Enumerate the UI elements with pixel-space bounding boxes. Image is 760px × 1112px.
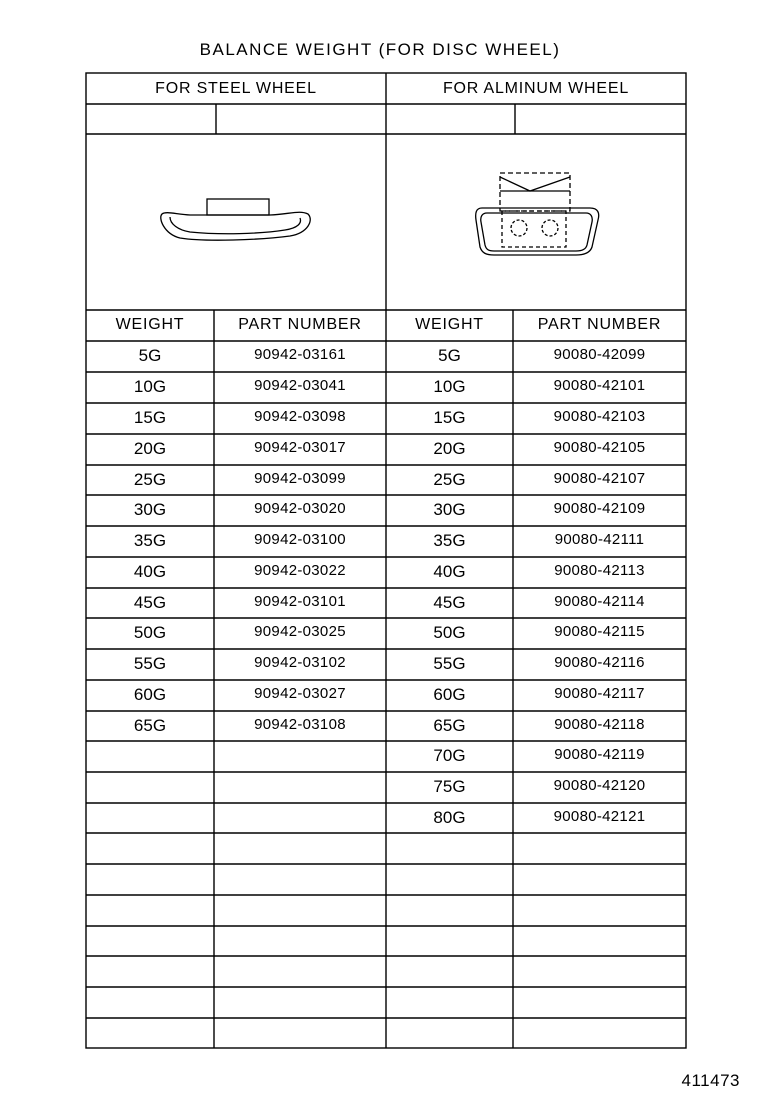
steel-part-number-cell: 90942-03041 xyxy=(254,377,346,394)
aluminum-part-number-cell: 90080-42121 xyxy=(553,808,646,825)
aluminum-part-number-cell: 90080-42118 xyxy=(554,716,645,733)
steel-weight-cell: 5G xyxy=(138,346,162,365)
aluminum-weight-cell: 30G xyxy=(433,500,466,519)
aluminum-part-number-cell: 90080-42120 xyxy=(553,777,646,794)
steel-part-number-cell: 90942-03020 xyxy=(254,500,346,517)
aluminum-weight-cell: 65G xyxy=(433,716,466,735)
steel-part-number-cell: 90942-03017 xyxy=(254,439,346,456)
aluminum-part-number-cell: 90080-42105 xyxy=(553,439,646,456)
steel-part-number-cell: 90942-03101 xyxy=(254,593,346,610)
aluminum-weight-cell: 50G xyxy=(433,623,466,642)
aluminum-weight-cell: 55G xyxy=(433,654,466,673)
aluminum-weight-cell: 15G xyxy=(433,408,466,427)
steel-part-number-cell: 90942-03108 xyxy=(254,716,346,733)
steel-weight-cell: 15G xyxy=(133,408,167,427)
steel-part-number-cell: 90942-03102 xyxy=(254,654,346,671)
aluminum-weight-cell: 40G xyxy=(433,562,466,581)
aluminum-weight-cell: 5G xyxy=(438,346,461,365)
aluminum-part-number-cell: 90080-42113 xyxy=(554,562,645,579)
steel-weight-cell: 40G xyxy=(133,562,167,581)
steel-weight-cell: 25G xyxy=(133,470,167,489)
aluminum-part-number-cell: 90080-42115 xyxy=(554,623,645,640)
document-id: 411473 xyxy=(681,1071,740,1090)
steel-part-number-cell: 90942-03022 xyxy=(254,562,346,579)
aluminum-wheel-weight-illustration xyxy=(470,165,610,265)
aluminum-weight-cell: 35G xyxy=(433,531,466,550)
steel-weight-cell: 20G xyxy=(133,439,167,458)
aluminum-weight-cell: 20G xyxy=(433,439,466,458)
steel-part-number-cell: 90942-03099 xyxy=(254,470,346,487)
steel-weight-cell: 60G xyxy=(133,685,167,704)
steel-weight-cell: 30G xyxy=(133,500,167,519)
aluminum-part-number-cell: 90080-42103 xyxy=(553,408,646,425)
aluminum-weight-cell: 70G xyxy=(433,746,466,765)
steel-part-number-cell: 90942-03027 xyxy=(254,685,346,702)
steel-weight-cell: 55G xyxy=(133,654,167,673)
aluminum-part-number-cell: 90080-42099 xyxy=(553,346,646,363)
steel-part-number-cell: 90942-03098 xyxy=(254,408,346,425)
aluminum-part-number-cell: 90080-42117 xyxy=(554,685,645,702)
steel-part-number-cell: 90942-03161 xyxy=(254,346,346,363)
aluminum-part-header: PART NUMBER xyxy=(537,316,662,333)
aluminum-weight-header: WEIGHT xyxy=(415,316,484,333)
steel-wheel-heading: FOR STEEL WHEEL xyxy=(155,80,317,97)
steel-part-number-cell: 90942-03025 xyxy=(254,623,346,640)
aluminum-part-number-cell: 90080-42101 xyxy=(553,377,646,394)
steel-part-header: PART NUMBER xyxy=(238,316,362,333)
aluminum-weight-cell: 10G xyxy=(433,377,466,396)
steel-weight-cell: 10G xyxy=(133,377,167,396)
aluminum-weight-cell: 45G xyxy=(433,593,466,612)
aluminum-part-number-cell: 90080-42116 xyxy=(554,654,645,671)
aluminum-part-number-cell: 90080-42111 xyxy=(554,531,645,548)
aluminum-weight-cell: 60G xyxy=(433,685,466,704)
steel-weight-cell: 65G xyxy=(133,716,167,735)
aluminum-wheel-heading: FOR ALMINUM WHEEL xyxy=(442,80,630,97)
steel-weight-cell: 50G xyxy=(133,623,167,642)
aluminum-weight-cell: 25G xyxy=(433,470,466,489)
steel-weight-cell: 45G xyxy=(133,593,167,612)
steel-weight-header: WEIGHT xyxy=(115,316,185,333)
page-title: BALANCE WEIGHT (FOR DISC WHEEL) xyxy=(199,40,561,59)
steel-weight-cell: 35G xyxy=(133,531,167,550)
aluminum-part-number-cell: 90080-42107 xyxy=(553,470,646,487)
aluminum-weight-cell: 80G xyxy=(433,808,466,827)
aluminum-part-number-cell: 90080-42109 xyxy=(553,500,646,517)
steel-part-number-cell: 90942-03100 xyxy=(254,531,346,548)
aluminum-part-number-cell: 90080-42119 xyxy=(554,746,645,763)
aluminum-weight-cell: 75G xyxy=(433,777,466,796)
steel-wheel-weight-illustration xyxy=(150,190,320,250)
aluminum-part-number-cell: 90080-42114 xyxy=(554,593,645,610)
